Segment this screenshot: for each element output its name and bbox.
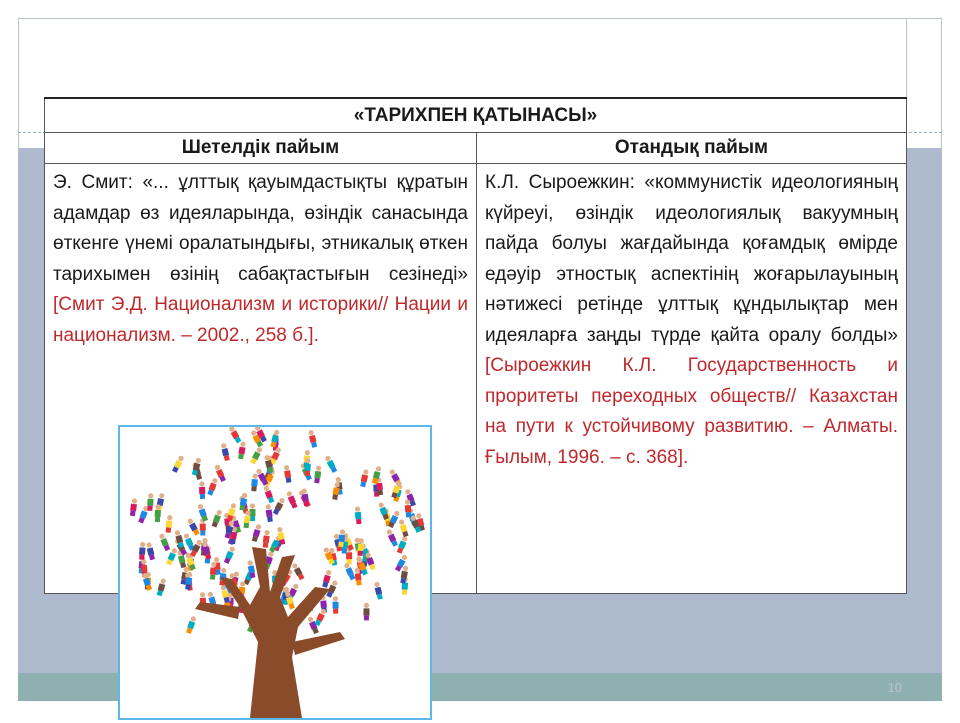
domestic-reference: [Сыроежкин К.Л. Государственность и проритеты переходных обществ// Казахстан на пути к устойчивому развитию. – Алматы. Ғылым, 1996. – с. 368]. [485, 355, 898, 468]
person-figure [262, 530, 270, 548]
person-figure [209, 562, 217, 580]
person-figure [238, 441, 247, 459]
person-figure [265, 504, 273, 522]
person-figure [283, 465, 292, 483]
person-figure [158, 533, 170, 552]
header-foreign: Шетелдік пайым [45, 133, 477, 164]
person-figure [270, 429, 280, 448]
person-figure [145, 542, 155, 561]
foreign-reference: [Смит Э.Д. Национализм и историки// Нации и национализм. – 2002., 258 б.]. [53, 294, 468, 346]
person-figure [251, 524, 262, 543]
person-figure [251, 473, 259, 491]
person-figure [250, 446, 264, 464]
person-figure [343, 562, 356, 580]
person-figure [223, 546, 236, 565]
person-figure [139, 542, 146, 560]
person-figure [386, 528, 399, 546]
table-title: «ТАРИХПЕН ҚАТЫНАСЫ» [45, 98, 907, 133]
person-figure [398, 519, 409, 538]
person-figure [174, 529, 185, 548]
person-figure [207, 477, 219, 496]
person-figure [354, 506, 362, 524]
person-figure [314, 465, 322, 483]
people-tree-picture [118, 425, 432, 720]
person-figure [147, 493, 154, 511]
person-figure [314, 608, 327, 626]
person-figure [197, 503, 209, 522]
foreign-quote: Э. Смит: «... ұлттық қауымдастықты құратын адамдар өз идеяларында, өзіндік санасында өткенге үнемі оралатындығы, этникалық өткен тарихымен өзінің сабақтастығын сезінеді» [53, 172, 468, 285]
person-figure [220, 443, 230, 462]
header-domestic: Отандық пайым [477, 133, 907, 164]
people-tree-illustration [120, 427, 430, 718]
person-figure [129, 498, 137, 516]
domestic-view-cell [477, 164, 907, 594]
person-figure [373, 581, 383, 600]
person-figure [272, 497, 286, 515]
person-figure [186, 616, 197, 635]
person-figure [332, 596, 338, 614]
right-band [906, 148, 942, 673]
left-band [18, 148, 44, 673]
person-figure [291, 562, 305, 580]
person-figure [324, 455, 338, 473]
person-figure [360, 469, 370, 487]
domestic-quote: К.Л. Сыроежкин: «коммунистік идеологияның күйреуі, өзіндік идеологиялық вакуумның пайда болуы жағдайында қоғамдық өмірде едәуір этностық аспектінің жоғарылауының нәтижесі ретінде ұлттық құндылықтар мен идеяларға заңды түрде қайта оралу болды» [485, 172, 898, 346]
person-figure [396, 535, 408, 554]
person-figure [228, 427, 242, 444]
corner-box [906, 18, 942, 132]
person-figure [141, 572, 153, 591]
person-figure [363, 603, 369, 621]
person-figure [308, 429, 318, 448]
person-figure [391, 480, 403, 499]
person-figure [199, 481, 206, 499]
page-number: 10 [887, 680, 902, 695]
person-figure [154, 504, 161, 522]
person-figure [286, 490, 298, 509]
person-figure [186, 518, 200, 536]
person-figure [172, 455, 185, 473]
person-figure [211, 509, 223, 528]
person-figure [263, 485, 275, 504]
person-figure [156, 578, 167, 597]
person-figure [165, 515, 173, 533]
